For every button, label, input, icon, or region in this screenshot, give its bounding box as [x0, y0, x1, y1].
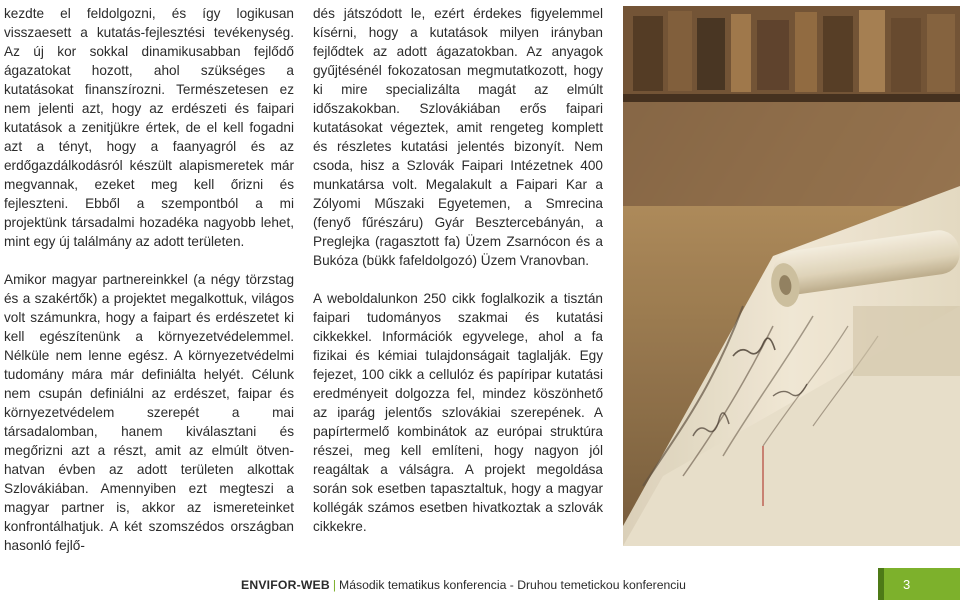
paragraph: A weboldalunkon 250 cikk foglalkozik a tisztán faipari tudományos szakmai és kutatási cikkekkel. Információk egyvelege, ahol a fa fizikai és kémiai tulajdonságait taglalják. Egy fejezet, 100 cikk a cellulóz és papíripar kutatási eredményeit dolgozza fel, mindez köszönhető az iparág jelentős szlovákiai szerepének. A papírtermelő kombinátok az európai struktúra részei, meg kell említeni, hogy nagyon jól reagáltak a válságra. A projekt megoldása során sok esetben tapasztaltuk, hogy a magyar kollégák számos esetben hivatkoztak a szlovák cikkekre.: [313, 291, 603, 534]
page-number-bar-accent: [878, 568, 884, 600]
paragraph: kezdte el feldolgozni, és így logikusan visszaesett a kutatás-fejlesztési tevékenység. Az új kor sokkal dinamikusabban fejlődő ágazatokat hozott, ahol szükséges a kutatásokat finanszírozni. Természetesen ez nem jelenti azt, hogy az erdészeti és faipari kutatások a zenitjükre értek, de el kell fogadni azt a tényt, hogy a faanyagról és az erdőgazdálkodásról készült alapismeretek már megvannak, ezeket meg kell őrizni és fejleszteni. Ebből a szempontból a mi projektünk társadalmi hozadéka nagyobb lehet, mint egy új találmány az adott területen.: [4, 6, 294, 249]
page-number-bar: [878, 568, 960, 600]
paragraph: dés játszódott le, ezért érdekes figyelemmel kísérni, hogy a kutatások milyen irányban fejlődtek az adott ágazatokban. Az anyagok gyűjtésénél fokozatosan megmutatkozott, hogy ki mire specializálta magát az elmúlt időszakokban. Szlovákiában erős faipari kutatásokat végeztek, amit rengeteg komplett és részletes kutatási jelentés bizonyít. Nem csoda, hisz a Szlovák Faipari Intézetnek 400 munkatársa volt. Megalakult a Faipari Kar a Zólyomi Műszaki Egyetemen, a Smrecina (fenyő fűrészáru) Gyár Besztercebányán, a Preglejka (ragasztott fa) Üzem Zsarnócon és a Bukóza (bükk fafeldolgozó) Üzem Vranovban.: [313, 6, 603, 268]
archive-documents-photo: [623, 6, 960, 546]
text-column-middle: [313, 4, 603, 536]
text-column-left: [4, 4, 294, 555]
page-number: 3: [903, 577, 911, 592]
photo-illustration: [623, 6, 960, 546]
footer-separator: |: [332, 578, 337, 592]
footer-title: [241, 578, 686, 592]
page-footer: [0, 566, 960, 604]
paragraph: Amikor magyar partnereinkkel (a négy törzstag és a szakértők) a projektet megalkottuk, világos volt számunkra, hogy a faipart és erdészetet ki kell egészítenünk a környezetvédelemmel. Nélküle nem lenne egész. A környezetvédelmi tudomány mára már definiálta helyét. Célunk nem csupán definiálni az erdészet, faipar és környezetvédelem szerepét a mai társadalomban, hanem kiválasztani és megőrizni azt a részt, amit az elmúlt ötven-hatvan évben az adott területen alkottak Szlovákiában. Amennyiben ezt megteszi a magyar partner is, akkor az ismereteinket konfrontálhatjuk. A két szomszédos országban hasonló fejlő-: [4, 272, 294, 553]
footer-brand: ENVIFOR-WEB: [241, 578, 330, 592]
footer-subtitle: Második tematikus konferencia - Druhou temetickou konferenciu: [339, 578, 686, 592]
